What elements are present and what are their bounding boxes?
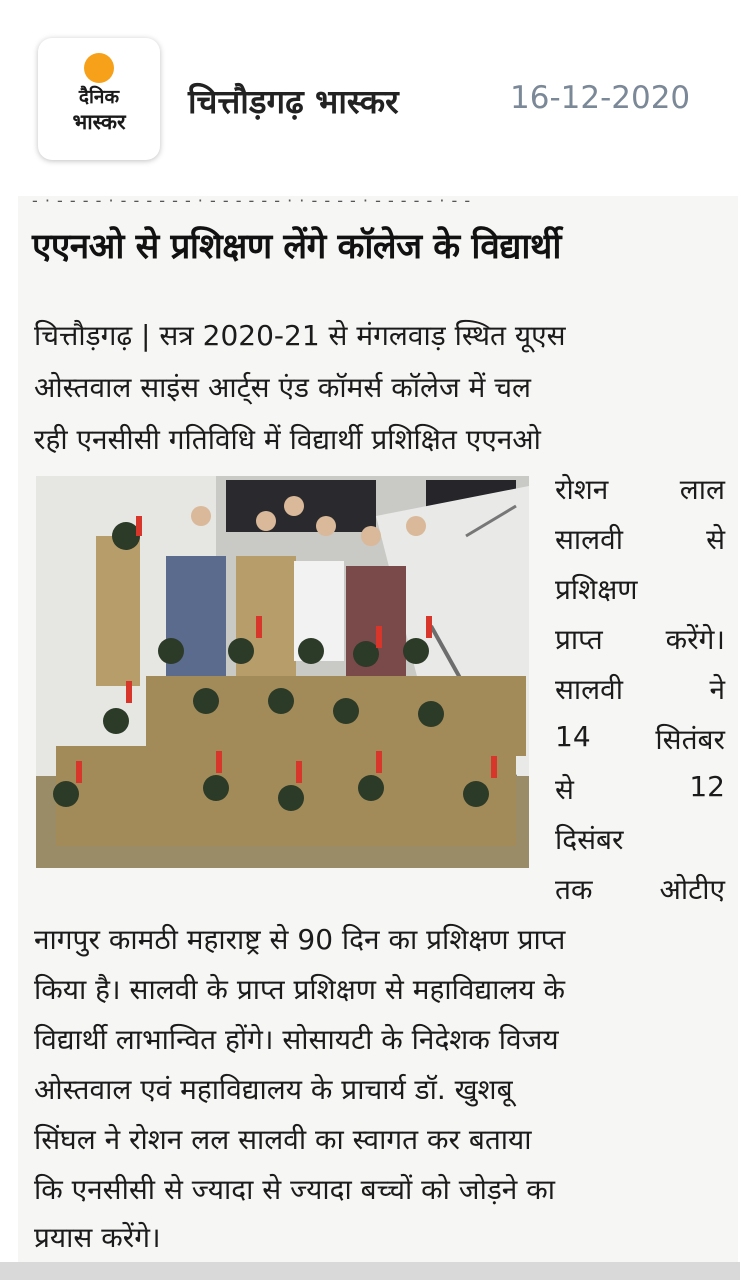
article-side-line [555,720,725,758]
article-side-line: दिसंबर [555,823,624,856]
article-line: रही एनसीसी गतिविधि में विद्यार्थी प्रशिक्षित एएनओ [34,423,541,456]
article-line: कि एनसीसी से ज्यादा से ज्यादा बच्चों को जोड़ने का [34,1173,555,1206]
logo-text-line1: दैनिक [78,86,120,108]
article-line: विद्यार्थी लाभान्वित होंगे। सोसायटी के निदेशक विजय [34,1023,559,1056]
bottom-edge [0,1262,740,1280]
edition-date: 16-12-2020 [510,80,691,116]
word: प्राप्त [555,623,603,656]
article-side-line [555,520,725,558]
article-side-line [555,620,725,658]
dainik-bhaskar-logo[interactable] [38,38,160,160]
logo-text-line2: भास्कर [72,110,126,134]
ncc-group-photo [36,476,529,868]
cropped-text-fragment: - · - - - - · - - - - - - · - - - - - - · · - - - - · - - - - - · - - [32,196,472,210]
word: ने [709,673,725,706]
word: सालवी [555,523,623,556]
sun-icon [84,53,114,83]
word: 14 [555,720,591,753]
word: सालवी [555,673,623,706]
article-headline: एएनओ से प्रशिक्षण लेंगे कॉलेज के विद्यार्थी [32,227,561,267]
edition-title: चित्तौड़गढ़ भास्कर [188,82,399,121]
word: सितंबर [655,723,725,756]
article-line: चित्तौड़गढ़ | सत्र 2020-21 से मंगलवाड़ स्थित यूएस [34,319,566,352]
article-line: प्रयास करेंगे। [34,1221,161,1254]
word: 12 [689,770,725,803]
word: से [555,773,574,806]
word: रोशन [555,473,609,506]
word: से [706,523,725,556]
article-line: किया है। सालवी के प्राप्त प्रशिक्षण से महाविद्यालय के [34,973,565,1006]
article-side-line [555,470,725,508]
article-side-line: प्रशिक्षण [555,573,638,606]
article-line: नागपुर कामठी महाराष्ट्र से 90 दिन का प्रशिक्षण प्राप्त [34,923,566,956]
article-line: ओस्तवाल साइंस आर्ट्स एंड कॉमर्स कॉलेज में चल [34,371,532,404]
word: लाल [679,473,725,506]
article-side-line [555,870,725,908]
word: ओटीए [659,873,725,906]
word: करेंगे। [665,623,725,656]
app-header [0,0,740,190]
article-line: सिंघल ने रोशन लल सालवी का स्वागत कर बताया [34,1123,532,1156]
article-side-line [555,670,725,708]
article-side-line [555,770,725,808]
article-line: ओस्तवाल एवं महाविद्यालय के प्राचार्य डॉ. खुशबू [34,1073,513,1106]
word: तक [555,873,593,906]
